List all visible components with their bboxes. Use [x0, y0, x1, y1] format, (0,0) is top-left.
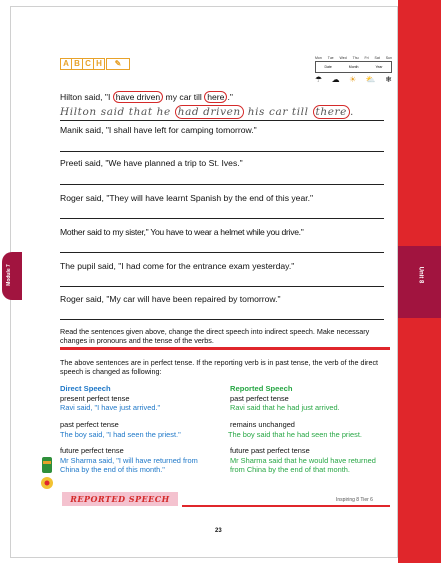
- unit-tab-label: Unit 8: [417, 266, 424, 284]
- example-sentence: [60, 92, 233, 102]
- grammar-intro: The above sentences are in perfect tense. If the reporting verb is in past tense, the verb of the direct speech is changed as following:: [60, 358, 379, 376]
- reported-tense: future past perfect tense: [230, 446, 310, 455]
- cloud-icon: ☁: [331, 75, 340, 84]
- hw-circled-verb: had driven: [175, 105, 244, 119]
- reported-example: Ravi said that he had just arrived.: [230, 403, 340, 412]
- instruction-text: Read the sentences given above, change the direct speech into indirect speech. Make necessary changes in pronouns and the tense of the verbs.: [60, 327, 370, 345]
- weekday-label: Wed: [339, 56, 347, 60]
- reported-tense: past perfect tense: [230, 394, 289, 403]
- month-field-label: Month: [348, 65, 359, 69]
- unit-tab: [398, 246, 441, 318]
- direct-tense: past perfect tense: [60, 420, 119, 429]
- exercise-sentence: Manik said, "I shall have left for camping tomorrow.": [60, 125, 257, 135]
- weekday-label: Mon: [315, 56, 322, 60]
- answer-line[interactable]: [60, 252, 384, 253]
- circled-adverb: here: [204, 91, 227, 103]
- direct-example: The boy said, "I had seen the priest.": [60, 430, 181, 439]
- circled-verb: have driven: [113, 91, 163, 103]
- publisher-logo-icon: [38, 455, 56, 491]
- page-number: 23: [215, 528, 222, 534]
- red-divider: [60, 347, 390, 350]
- direct-speech-heading: Direct Speech: [60, 384, 111, 393]
- exercise-sentence: Roger said, "They will have learnt Spanish by the end of this year.": [60, 193, 314, 203]
- sun-icon: ☀: [349, 75, 357, 84]
- answer-line[interactable]: [60, 184, 384, 185]
- year-field-label: Year: [375, 65, 383, 69]
- date-field-label: Date: [324, 65, 332, 69]
- direct-tense: present perfect tense: [60, 394, 130, 403]
- weekday-label: Fri: [364, 56, 369, 60]
- module-tab-label: Module 7: [5, 264, 12, 286]
- reported-speech-heading: Reported Speech: [230, 384, 293, 393]
- hw-prefix: Hilton said that he: [60, 106, 175, 118]
- module-tab: [2, 252, 22, 300]
- series-label: Inspiring 8 Tier 6: [336, 497, 373, 503]
- exercise-sentence: Roger said, "My car will have been repaired by tomorrow.": [60, 294, 281, 304]
- hw-middle: his car till: [243, 106, 313, 118]
- reported-example: Mr Sharma said that he would have returned from China by the end of that month.: [230, 456, 376, 474]
- answer-line[interactable]: [60, 286, 384, 287]
- example-prefix: Hilton said, "I: [60, 92, 113, 102]
- date-weather-calendar: [315, 56, 392, 92]
- direct-tense: future perfect tense: [60, 446, 124, 455]
- direct-example: Ravi said, "I have just arrived.": [60, 403, 161, 412]
- snow-cloud-icon: ❄: [385, 75, 392, 84]
- reported-example: The boy said that he had seen the priest.: [228, 430, 362, 439]
- exercise-sentence: The pupil said, "I had come for the entrance exam yesterday.": [60, 261, 295, 271]
- exercise-sentence: Mother said to my sister," You have to wear a helmet while you drive.": [60, 227, 304, 237]
- footer-rule: [182, 505, 390, 507]
- letter-box: H: [93, 58, 105, 70]
- section-label-text: REPORTED SPEECH: [70, 494, 170, 504]
- handwritten-answer: [60, 106, 354, 118]
- direct-example: Mr Sharma said, "I will have returned from China by the end of this month.": [60, 456, 198, 474]
- weekday-label: Sat: [374, 56, 380, 60]
- letter-box: B: [71, 58, 83, 70]
- weekday-label: Thu: [352, 56, 359, 60]
- weekday-label: Sun: [385, 56, 392, 60]
- abc-letter-boxes: [60, 58, 129, 70]
- answer-line[interactable]: [60, 218, 384, 219]
- hw-circled-adverb: there: [313, 105, 350, 119]
- answer-line[interactable]: [60, 319, 384, 320]
- exercise-sentence: Preeti said, "We have planned a trip to St. Ives.": [60, 158, 243, 168]
- weather-icons: [315, 75, 392, 84]
- answer-line[interactable]: [60, 151, 384, 152]
- example-middle: my car till: [163, 92, 205, 102]
- letter-box: A: [60, 58, 72, 70]
- reported-tense: remains unchanged: [230, 420, 295, 429]
- answer-line: [60, 120, 384, 121]
- date-fields: [315, 61, 392, 73]
- pencil-icon: ✎: [106, 58, 130, 70]
- cloud-rain-icon: ☂: [315, 75, 323, 84]
- weekday-row: [315, 56, 392, 60]
- section-label: [62, 492, 178, 506]
- letter-box: C: [82, 58, 94, 70]
- hw-suffix: .: [349, 106, 354, 118]
- example-suffix: .": [227, 92, 233, 102]
- cloud-sun-icon: ⛅: [365, 75, 376, 84]
- weekday-label: Tue: [327, 56, 334, 60]
